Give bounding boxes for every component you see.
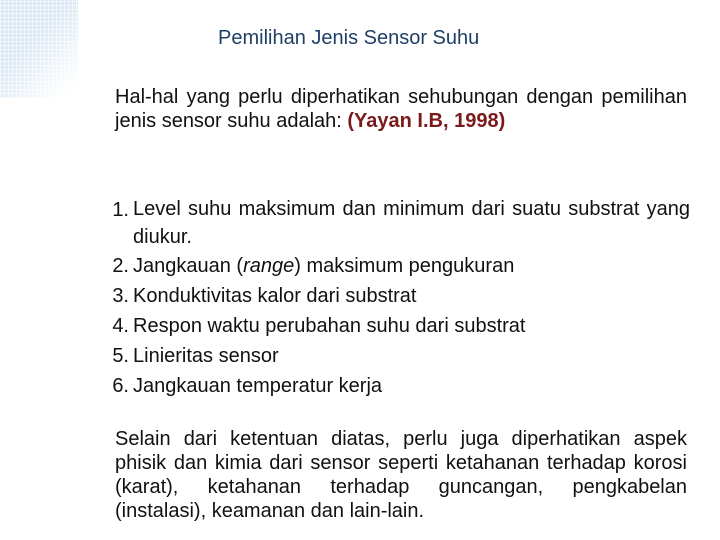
- list-text: Konduktivitas kalor dari substrat: [133, 285, 417, 307]
- intro-paragraph: [115, 85, 687, 133]
- list-number: 2.: [112, 255, 129, 277]
- list-text: Linieritas sensor: [133, 345, 279, 367]
- intro-text: Hal-hal yang perlu diperhatikan sehubungan dengan pemilihan jenis sensor suhu adalah:: [115, 86, 687, 132]
- citation: (Yayan I.B, 1998): [347, 110, 506, 132]
- closing-paragraph: Selain dari ketentuan diatas, perlu juga diperhatikan aspek phisik dan kimia dari sensor seperti ketahanan terhadap korosi (karat), ketahanan terhadap guncangan, pengkabelan (instalasi), keamanan dan lain-lain.: [115, 428, 687, 522]
- list-text-content: Level suhu maksimum dan minimum dari suatu substrat yang diukur.: [133, 198, 690, 248]
- list-text: Respon waktu perubahan suhu dari substrat: [133, 315, 526, 337]
- list-text-after: ) maksimum pengukuran: [294, 255, 515, 277]
- list-text-italic: range: [243, 255, 295, 277]
- corner-fade: [0, 0, 78, 98]
- list-number: 3.: [112, 285, 129, 307]
- list-item: [86, 371, 690, 401]
- list-text: Jangkauan temperatur kerja: [133, 375, 383, 397]
- list-number: 6.: [112, 375, 129, 397]
- list-item: [86, 251, 690, 281]
- list-item: [86, 311, 690, 341]
- list-text: [129, 251, 690, 281]
- list-item: [86, 281, 690, 311]
- criteria-list: [86, 195, 690, 401]
- list-text: [129, 195, 690, 251]
- list-text-before: Jangkauan (: [133, 255, 244, 277]
- list-number: 4.: [112, 315, 129, 337]
- list-item: [86, 341, 690, 371]
- list-item: [86, 195, 690, 251]
- list-number: 5.: [112, 345, 129, 367]
- list-number: 1.: [112, 199, 129, 221]
- slide-title: Pemilihan Jenis Sensor Suhu: [218, 27, 480, 49]
